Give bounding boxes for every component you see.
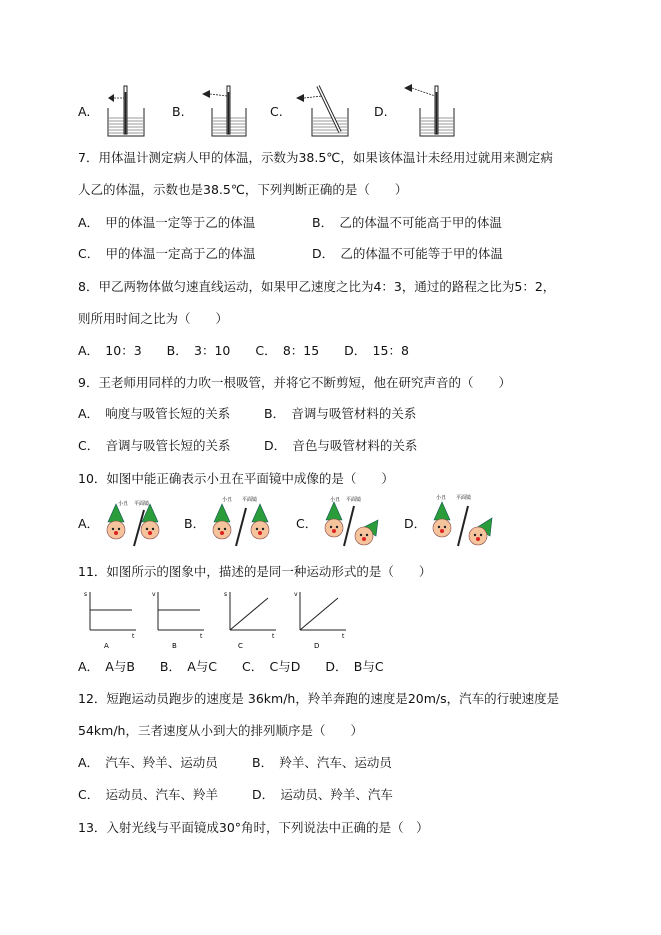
q7-option-d: D． 乙的体温不可能等于甲的体温 [312, 246, 503, 261]
q6-option-c-label: C. [270, 104, 283, 119]
q11-c-xlabel: t [272, 633, 275, 640]
q10-option-d-label: D． [404, 516, 427, 531]
q11-b-name: B [172, 642, 177, 650]
q11-d-ylabel: v [294, 591, 298, 598]
q11-graph-a [82, 588, 142, 652]
q12-stem-line2: 54km/h，三者速度从小到大的排列顺序是（ ） [78, 723, 363, 738]
q10-b-caption-clown: 小丑 [222, 497, 233, 503]
q11-a-name: A [104, 642, 109, 650]
q11-d-xlabel: t [342, 633, 345, 640]
q7-stem-line2: 人乙的体温，示数也是38.5℃，下列判断正确的是（ ） [78, 182, 408, 197]
q12-option-d: D． 运动员、羚羊、汽车 [252, 787, 393, 802]
q9-option-a: A． 响度与吸管长短的关系 [78, 406, 231, 421]
q10-d-caption-clown: 小丑 [436, 495, 447, 501]
q7-option-b: B． 乙的体温不可能高于甲的体温 [312, 215, 502, 230]
q8-options: A． 10：3 B． 3：10 C． 8：15 D． 15：8 [78, 343, 409, 358]
q6-figure-a [100, 84, 152, 140]
q12-option-c: C． 运动员、汽车、羚羊 [78, 787, 218, 802]
q11-c-ylabel: s [224, 591, 228, 598]
q9-option-c: C． 音调与吸管长短的关系 [78, 438, 231, 453]
q10-c-caption-clown: 小丑 [330, 497, 341, 503]
q8-stem-line1: 8．甲乙两物体做匀速直线运动，如果甲乙速度之比为4：3，通过的路程之比为5：2， [78, 279, 556, 294]
q10-figure-b [206, 492, 276, 552]
q12-option-a: A． 汽车、羚羊、运动员 [78, 755, 218, 770]
q7-option-c: C． 甲的体温一定高于乙的体温 [78, 246, 256, 261]
q11-graph-d [292, 588, 352, 652]
q7-stem-line1: 7．用体温计测定病人甲的体温，示数为38.5℃，如果该体温计未经用过就用来测定病 [78, 150, 553, 165]
q6-option-d-label: D. [374, 104, 388, 119]
q6-option-b-label: B. [172, 104, 185, 119]
q10-figure-d [426, 490, 498, 552]
q9-option-b: B． 音调与吸管材料的关系 [264, 406, 417, 421]
q10-option-a-label: A． [78, 516, 100, 531]
q9-stem-line1: 9．王老师用同样的力吹一根吸管，并将它不断剪短，他在研究声音的（ ） [78, 375, 511, 390]
q11-a-ylabel: s [84, 591, 88, 598]
q10-d-caption-mirror: 平面镜 [456, 495, 472, 501]
q10-option-c-label: C． [296, 516, 318, 531]
q6-figure-d [398, 80, 456, 140]
q11-stem-line1: 11．如图所示的图象中，描述的是同一种运动形式的是（ ） [78, 564, 432, 579]
q12-stem-line1: 12．短跑运动员跑步的速度是 36km/h，羚羊奔跑的速度是20m/s，汽车的行驶速度是 [78, 691, 560, 706]
q10-figure-c [318, 492, 388, 552]
q10-a-caption-clown: 小丑 [118, 501, 129, 507]
q10-a-caption-mirror: 平面镜 [134, 501, 150, 507]
q6-figure-b [198, 84, 250, 140]
q11-d-name: D [314, 642, 320, 650]
q7-option-a: A． 甲的体温一定等于乙的体温 [78, 215, 256, 230]
q9-option-d: D． 音色与吸管材料的关系 [264, 438, 418, 453]
q11-graph-b [150, 588, 210, 652]
q6-option-a-label: A. [78, 104, 91, 119]
q8-stem-line2: 则所用时间之比为（ ） [78, 311, 229, 326]
q11-options: A． A与B B． A与C C． C与D D． B与C [78, 659, 384, 674]
q10-option-b-label: B． [184, 516, 206, 531]
q10-figure-a [100, 496, 166, 552]
q11-graph-c [222, 588, 282, 652]
q13-stem-line1: 13．入射光线与平面镜成30°角时，下列说法中正确的是（ ） [78, 820, 429, 835]
q11-b-ylabel: v [152, 591, 156, 598]
q10-b-caption-mirror: 平面镜 [242, 497, 258, 503]
q10-stem-line1: 10．如图中能正确表示小丑在平面镜中成像的是（ ） [78, 471, 394, 486]
q12-option-b: B． 羚羊、汽车、运动员 [252, 755, 392, 770]
q11-a-xlabel: t [132, 633, 135, 640]
q10-c-caption-mirror: 平面镜 [346, 497, 362, 503]
q11-c-name: C [238, 642, 243, 650]
q6-figure-c [292, 84, 352, 140]
q11-b-xlabel: t [200, 633, 203, 640]
